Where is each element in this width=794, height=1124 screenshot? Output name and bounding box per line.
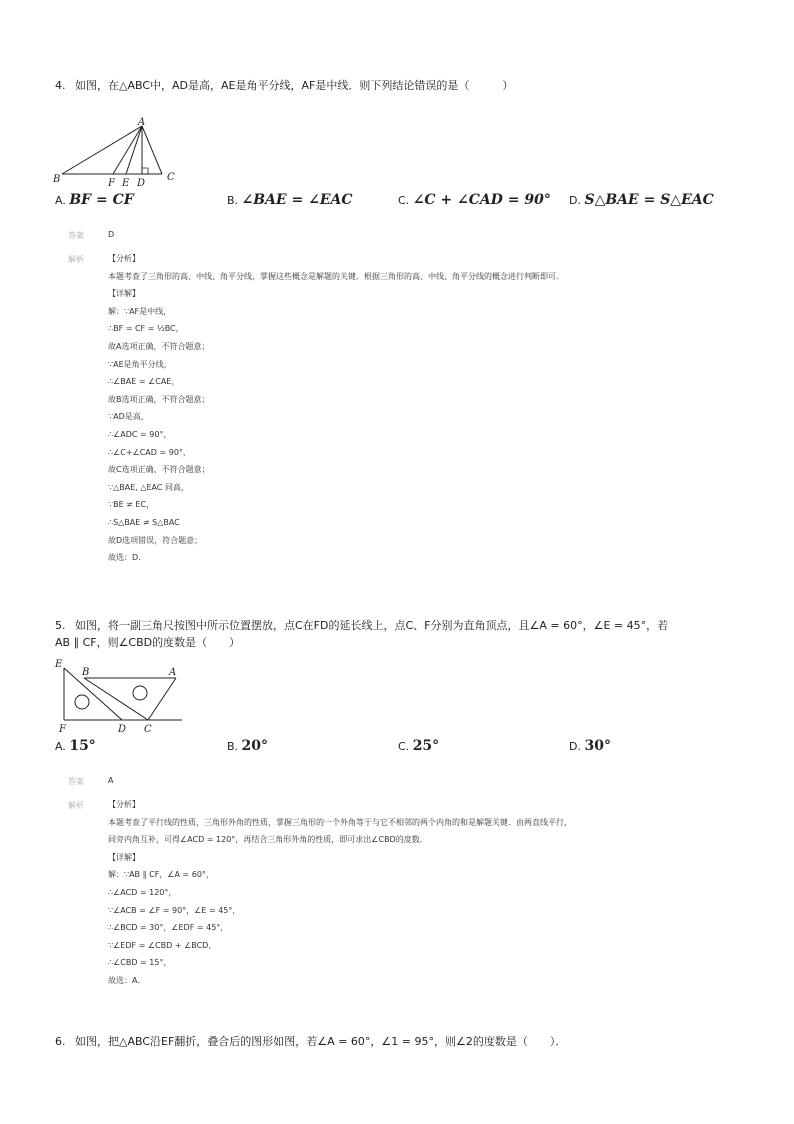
q5-label-b: B: [82, 667, 90, 678]
q4-exp-line: ∴∠BAE = ∠CAE，: [108, 377, 180, 387]
q5-exp-line: 同旁内角互补，可得∠ACD = 120°，再结合三角形外角的性质，即可求出∠CBD的度数．: [108, 835, 428, 845]
q5-label-c: C: [144, 724, 152, 735]
q4-explanation: [108, 250, 748, 567]
q5-label-f: F: [59, 724, 66, 735]
q6-stem-text: 如图，把△ABC沿EF翻折，叠合后的图形如图，若∠A = 60°，∠1 = 95°，则∠2的度数是（ ）．: [75, 1035, 567, 1048]
q5-stem-line2: AB ∥ CF，则∠CBD的度数是（ ）: [55, 636, 241, 649]
q5-option-a[interactable]: [55, 738, 96, 754]
q4-option-b-value: ∠BAE = ∠EAC: [241, 192, 353, 208]
q5-stem: [55, 617, 745, 651]
q4-option-c[interactable]: [398, 192, 551, 208]
q5-number: 5.: [55, 619, 66, 632]
q4-exp-line: ∵AE是角平分线，: [108, 359, 172, 369]
q5-exp-line: 本题考查了平行线的性质，三角形外角的性质，掌握三角形的一个外角等于与它不相邻的两个内角的和是解题关键．由两直线平行，: [108, 817, 572, 827]
q5-line-ac: [148, 678, 176, 720]
q5-option-c-letter: C.: [398, 740, 410, 753]
q5-options: [55, 738, 745, 758]
q5-option-b-value: 20°: [241, 738, 269, 754]
q4-label-a: A: [138, 117, 146, 128]
q4-answer-value: D: [108, 230, 115, 239]
q4-option-c-value: ∠C + ∠CAD = 90°: [412, 192, 551, 208]
q4-stem-text: 如图，在△ABC中，AD是高，AE是角平分线，AF是中线．则下列结论错误的是（ ）: [75, 79, 514, 92]
q4-exp-line: ∵△BAE, △EAC 同高，: [108, 482, 190, 492]
q4-options: [55, 192, 745, 212]
q4-option-a-letter: A.: [55, 194, 66, 207]
q4-exp-line: ∴∠C+∠CAD = 90°，: [108, 447, 191, 457]
q4-option-b[interactable]: [227, 192, 353, 208]
q5-option-b[interactable]: [227, 738, 268, 754]
q5-option-a-letter: A.: [55, 740, 66, 753]
q4-exp-line: ∵AD是高，: [108, 412, 149, 422]
q5-option-d[interactable]: [569, 738, 611, 754]
q5-triangle-hole-right: [133, 686, 147, 700]
q5-exp-line: 【详解】: [108, 852, 140, 862]
q5-option-d-letter: D.: [569, 740, 581, 753]
q5-exp-line: ∴∠BCD = 30°，∠EDF = 45°，: [108, 923, 229, 933]
q5-option-b-letter: B.: [227, 740, 239, 753]
q4-option-c-letter: C.: [398, 194, 410, 207]
q5-triangle-hole-left: [75, 695, 89, 709]
q4-stem: [55, 77, 745, 94]
q4-line-ab: [62, 126, 142, 174]
q4-label-c: C: [167, 172, 175, 183]
q5-analysis-label: 解析: [68, 801, 84, 810]
q4-option-b-letter: B.: [227, 194, 239, 207]
q4-option-d-letter: D.: [569, 194, 581, 207]
q4-exp-line: ∴BF = CF = ½BC，: [108, 324, 184, 334]
q5-option-c[interactable]: [398, 738, 439, 754]
q4-exp-line: 故B选项正确，不符合题意；: [108, 394, 210, 404]
q6-stem: [55, 1033, 745, 1050]
q5-option-a-value: 15°: [69, 738, 96, 754]
q4-label-b: B: [53, 174, 61, 185]
q5-exp-line: 解：∵AB ∥ CF，∠A = 60°，: [108, 870, 214, 880]
q4-option-a[interactable]: [55, 192, 134, 208]
q4-exp-line: ∴∠ADC = 90°，: [108, 429, 172, 439]
q4-option-a-value: BF = CF: [69, 192, 134, 208]
q6-number: 6.: [55, 1035, 66, 1048]
q4-answer-label: 答案: [68, 231, 84, 240]
q5-exp-line: 故选：A．: [108, 975, 146, 985]
q4-exp-line: 本题考查了三角形的高、中线、角平分线，掌握这些概念是解题的关键．根据三角形的高、中线、角平分线的概念进行判断即可．: [108, 271, 564, 281]
q4-exp-line: 【分析】: [108, 254, 140, 263]
q4-exp-line: 解：∵AF是中线，: [108, 306, 172, 316]
q4-figure: [50, 114, 190, 188]
q4-label-e: E: [122, 178, 130, 188]
q5-stem-line1: 如图，将一副三角尺按图中所示位置摆放，点C在FD的延长线上，点C、F分别为直角顶点，且∠A = 60°，∠E = 45°，若: [75, 619, 669, 632]
q5-exp-line: 【分析】: [108, 800, 140, 809]
q4-analysis-label: 解析: [68, 255, 84, 264]
q4-exp-line: 故A选项正确，不符合题意；: [108, 341, 210, 351]
q5-label-e: E: [55, 659, 63, 670]
q5-exp-line: ∵∠ACB = ∠F = 90°，∠E = 45°，: [108, 905, 241, 915]
q4-exp-line: 故D选项错误，符合题意；: [108, 535, 203, 545]
q4-exp-line: ∵BE ≠ EC，: [108, 500, 155, 510]
q5-answer-label: 答案: [68, 777, 84, 786]
q4-number: 4.: [55, 79, 66, 92]
q4-label-d: D: [137, 178, 146, 188]
q5-line-bc: [84, 678, 148, 720]
q5-label-a: A: [169, 667, 177, 678]
q4-right-angle-mark: [142, 168, 148, 174]
q4-option-d[interactable]: [569, 192, 714, 208]
q4-label-f: F: [108, 178, 115, 188]
q4-line-af: [113, 126, 142, 174]
q5-answer-value: A: [108, 776, 114, 785]
q5-option-d-value: 30°: [584, 738, 611, 754]
q4-exp-line: 【详解】: [108, 289, 140, 299]
q5-exp-line: ∴∠ACD = 120°，: [108, 887, 177, 897]
q4-line-ac: [142, 126, 162, 174]
q5-line-ed: [64, 668, 122, 720]
q5-figure: [50, 656, 190, 736]
q4-exp-line: 故选：D．: [108, 553, 147, 563]
q5-exp-line: ∴∠CBD = 15°，: [108, 958, 172, 968]
q4-option-d-value: S△BAE = S△EAC: [584, 192, 714, 208]
q5-explanation: [108, 796, 748, 990]
q4-exp-line: 故C选项正确，不符合题意；: [108, 465, 210, 475]
q5-label-d: D: [118, 724, 127, 735]
q4-line-ae: [126, 126, 142, 174]
q5-exp-line: ∵∠EDF = ∠CBD + ∠BCD，: [108, 940, 217, 950]
q4-exp-line: ∴S△BAE ≠ S△BAC: [108, 517, 180, 527]
q5-option-c-value: 25°: [412, 738, 440, 754]
